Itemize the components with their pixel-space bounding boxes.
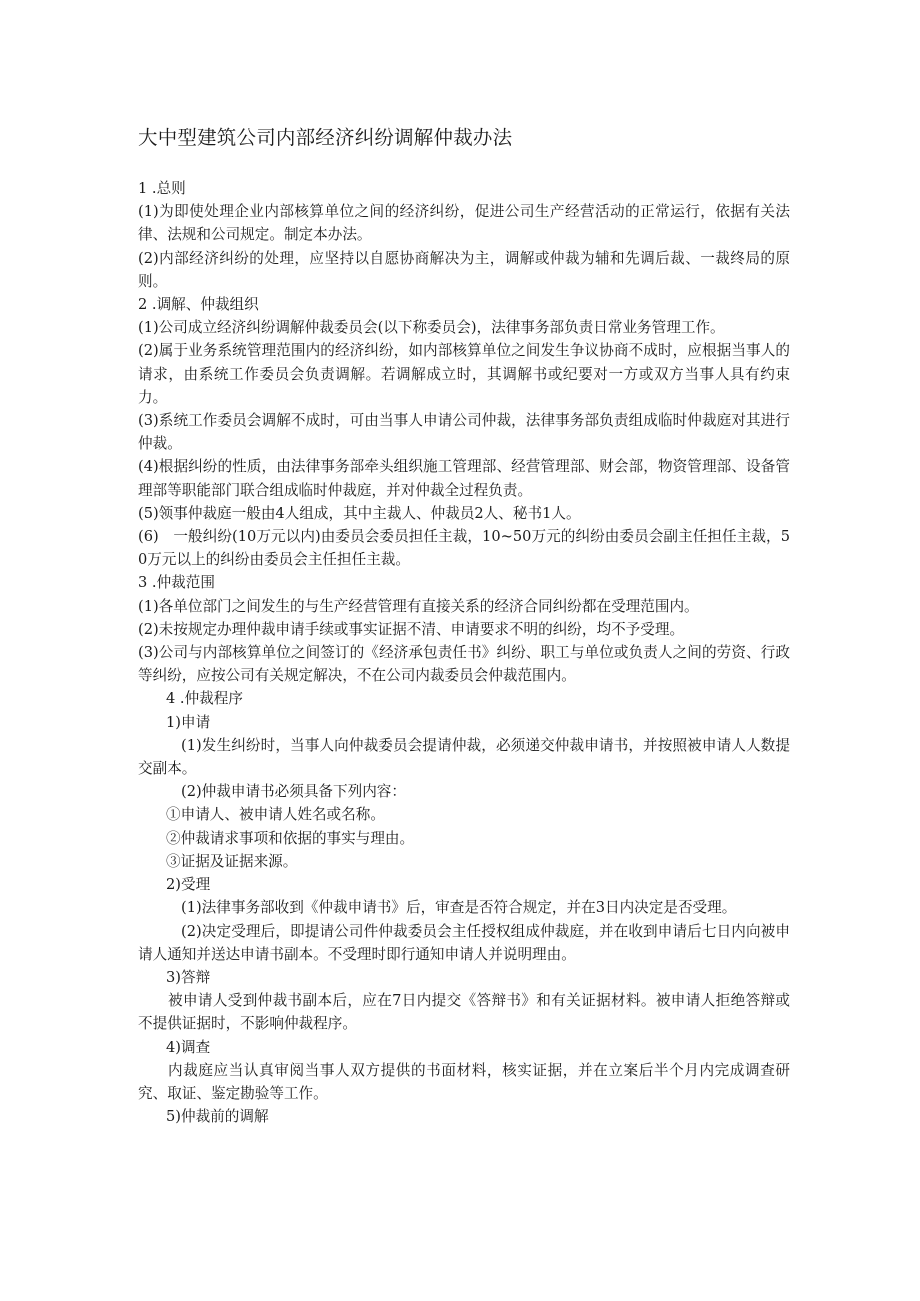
paragraph: (3)公司与内部核算单位之间签订的《经济承包责任书》纠纷、职工与单位或负责人之间的劳资、行政等纠纷，应按公司有关规定解决，不在公司内裁委员会仲裁范围内。 (138, 644, 790, 685)
paragraph: (1)法律事务部收到《仲裁申请书》后，审查是否符合规定，并在3日内决定是否受理。 (181, 899, 737, 917)
paragraph: (3)系统工作委员会调解不成时，可由当事人申请公司仲裁，法律事务部负责组成临时仲裁庭对其进行仲裁。 (138, 412, 790, 453)
list-item: ①申请人、被申请人姓名或名称。 (166, 806, 385, 824)
paragraph: (2)属于业务系统管理范围内的经济纠纷，如内部核算单位之间发生争议协商不成时，应根据当事人的请求，由系统工作委员会负责调解。若调解成立时，其调解书或纪要对一方或双方当事人具有约束力。 (138, 342, 790, 406)
section-heading: 4 .仲裁程序 (166, 690, 243, 708)
paragraph: (5)领事仲裁庭一般由4人组成，其中主裁人、仲裁员2人、秘书1人。 (138, 504, 581, 522)
subsection-heading: 3)答辩 (166, 968, 211, 986)
list-item: ②仲裁请求事项和依据的事实与理由。 (166, 829, 415, 847)
paragraph: (2)决定受理后，即提请公司件仲裁委员会主任授权组成仲裁庭，并在收到申请后七日内向被申请人通知并送达申请书副本。不受理时即行通知申请人并说明理由。 (138, 922, 790, 963)
paragraph: (2)内部经济纠纷的处理，应坚持以自愿协商解决为主，调解或仲裁为辅和先调后裁、一裁终局的原则。 (138, 249, 790, 290)
section-heading: 3 .仲裁范围 (138, 574, 215, 592)
subsection-heading: 2)受理 (166, 876, 211, 894)
paragraph: (2)未按规定办理仲裁申请手续或事实证据不清、申请要求不明的纠纷，均不予受理。 (138, 620, 685, 638)
paragraph: (2)仲裁申请书必须具备下列内容： (181, 783, 406, 801)
paragraph: (1)为即使处理企业内部核算单位之间的经济纠纷，促进公司生产经营活动的正常运行，依据有关法律、法规和公司规定。制定本办法。 (138, 203, 790, 244)
paragraph: (1)发生纠纷时，当事人向仲裁委员会提请仲裁，必须递交仲裁申请书，并按照被申请人人数提交副本。 (138, 736, 790, 778)
section-heading: 1 .总则 (138, 180, 186, 197)
subsection-heading: 1)申请 (166, 713, 211, 731)
list-item: ③证据及证据来源。 (166, 852, 298, 870)
paragraph: (4)根据纠纷的性质，由法律事务部牵头组织施工管理部、经营管理部、财会部，物资管理部、设备管理部等职能部门联合组成临时仲裁庭，并对仲裁全过程负责。 (138, 458, 790, 499)
paragraph: (6) 一般纠纷(10万元以内)由委员会委员担任主裁，10~50万元的纠纷由委员会副主任担任主裁，50万元以上的纠纷由委员会主任担任主裁。 (138, 528, 790, 569)
section-heading: 2 .调解、仲裁组织 (138, 296, 259, 314)
document-body (138, 177, 790, 1128)
paragraph: 内裁庭应当认真审阅当事人双方提供的书面材料，核实证据，并在立案后半个月内完成调查研究、取证、鉴定勘验等工作。 (138, 1061, 790, 1102)
paragraph: (1)各单位部门之间发生的与生产经营管理有直接关系的经济合同纠纷都在受理范围内。 (138, 597, 699, 615)
paragraph: 被申请人受到仲裁书副本后，应在7日内提交《答辩书》和有关证据材料。被申请人拒绝答辩或不提供证据时，不影响仲裁程序。 (138, 992, 790, 1033)
subsection-heading: 4)调查 (166, 1038, 211, 1056)
document-title: 大中型建筑公司内部经济纠纷调解仲裁办法 (138, 126, 513, 149)
paragraph: (1)公司成立经济纠纷调解仲裁委员会(以下称委员会)，法律事务部负责日常业务管理工作。 (138, 319, 725, 337)
subsection-heading: 5)仲裁前的调解 (166, 1108, 269, 1126)
